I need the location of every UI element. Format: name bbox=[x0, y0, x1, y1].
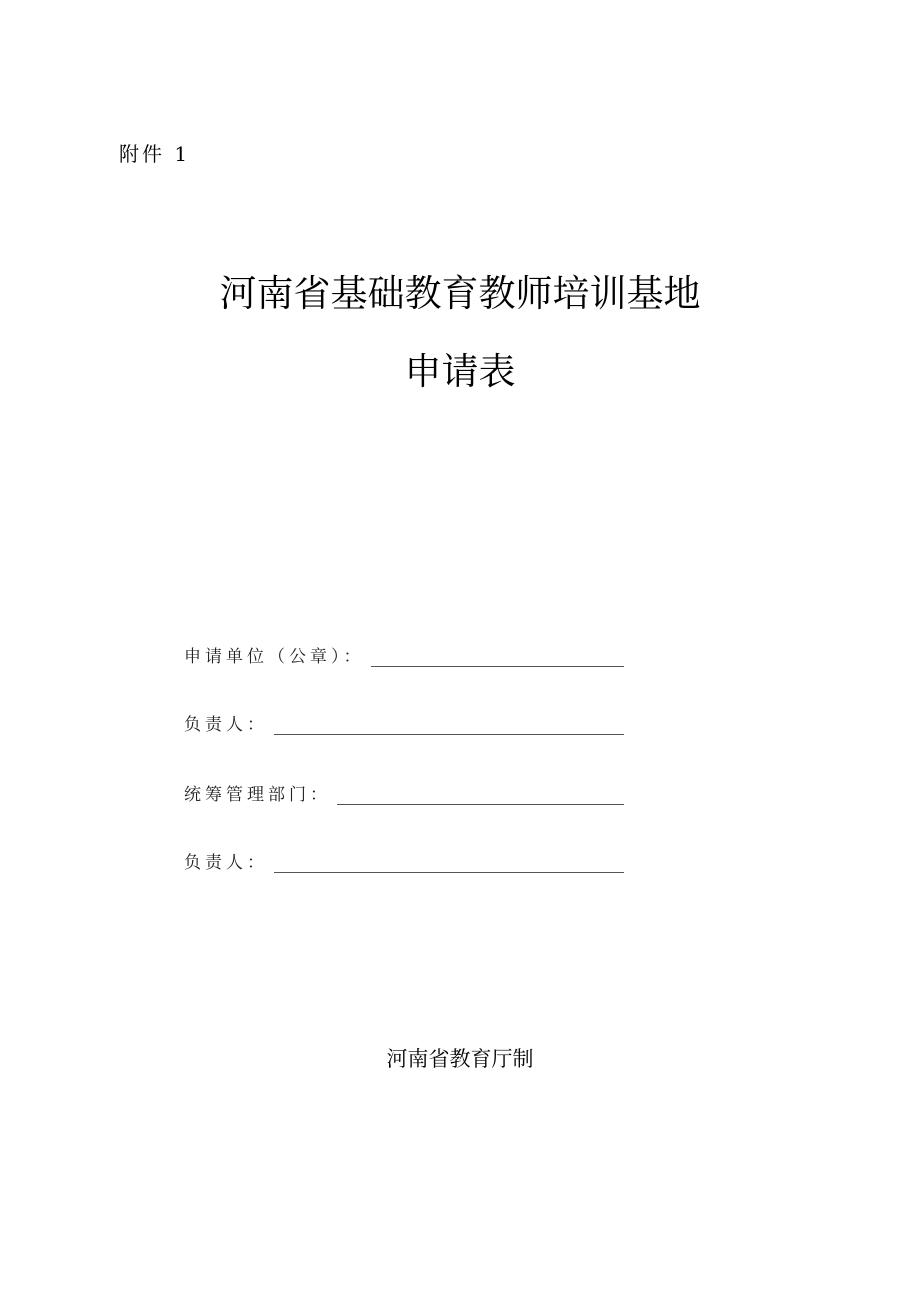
applicant-unit-label: 申请单位（公章）： bbox=[184, 647, 365, 667]
unit-responsible-person-field bbox=[184, 708, 624, 736]
management-department-label: 统筹管理部门： bbox=[184, 785, 331, 805]
attachment-label: 附件 1 bbox=[119, 142, 191, 166]
management-department-blank-line bbox=[337, 786, 624, 805]
applicant-unit-field bbox=[184, 640, 624, 668]
department-responsible-person-field bbox=[184, 846, 624, 874]
department-responsible-person-label: 负责人： bbox=[184, 853, 268, 873]
document-title-line-2: 申请表 bbox=[404, 350, 516, 393]
department-responsible-person-blank-line bbox=[274, 854, 624, 873]
issuer-footer: 河南省教育厅制 bbox=[386, 1047, 534, 1071]
unit-responsible-person-blank-line bbox=[274, 716, 624, 735]
applicant-unit-blank-line bbox=[371, 648, 625, 667]
unit-responsible-person-label: 负责人： bbox=[184, 715, 268, 735]
document-title-line-1: 河南省基础教育教师培训基地 bbox=[219, 272, 701, 315]
management-department-field bbox=[184, 778, 624, 806]
